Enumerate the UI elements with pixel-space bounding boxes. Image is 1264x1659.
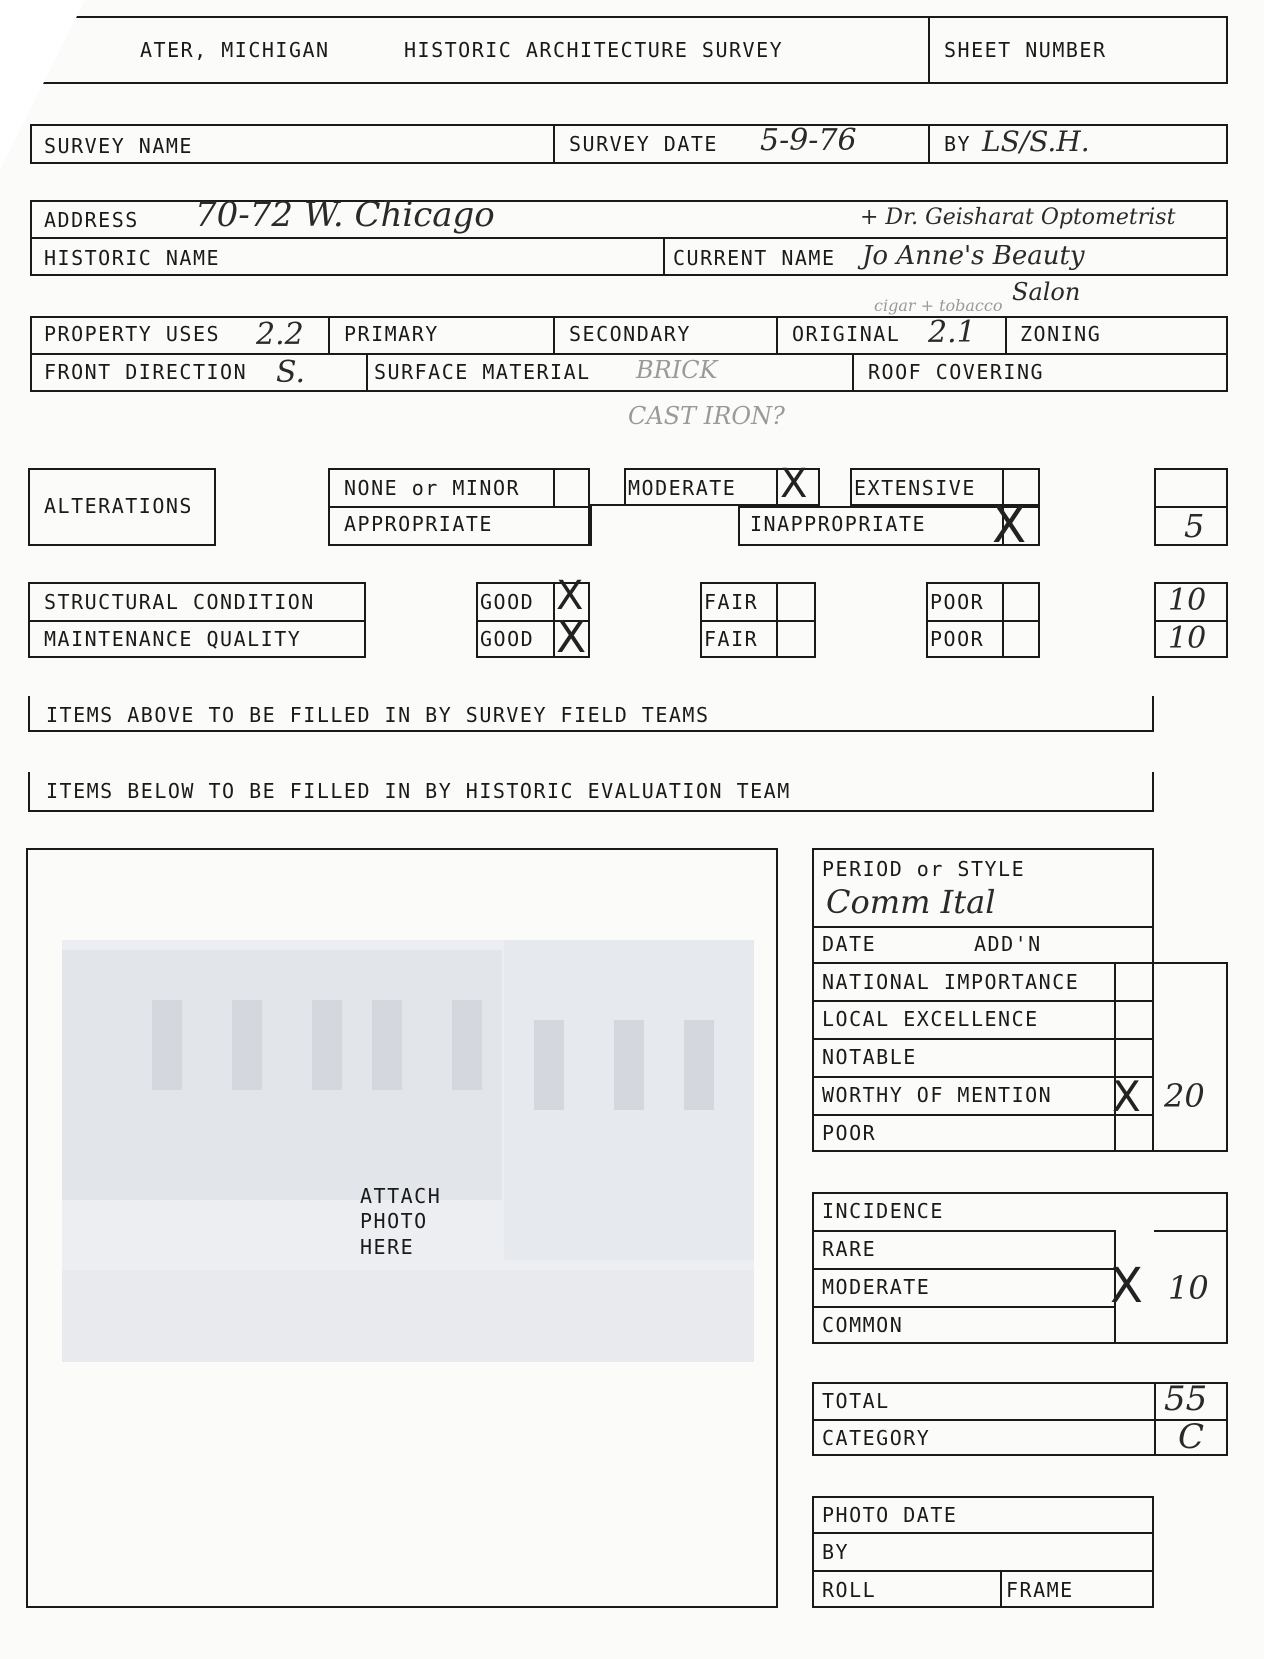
maintenance-quality-label: MAINTENANCE QUALITY (44, 627, 302, 651)
property-divider-6 (852, 353, 854, 392)
fair-label-structural: FAIR (704, 590, 759, 614)
header-survey-title: HISTORIC ARCHITECTURE SURVEY (404, 38, 784, 62)
moderate-label: MODERATE (628, 476, 737, 500)
survey-name-label: SURVEY NAME (44, 134, 193, 158)
rating-line-2 (812, 1000, 1154, 1002)
photo-window (152, 1000, 182, 1090)
photo-window (614, 1020, 644, 1110)
address-value: 70-72 W. Chicago (195, 195, 495, 235)
condition-label-midline (28, 620, 366, 622)
front-direction-label: FRONT DIRECTION (44, 360, 248, 384)
alterations-connector (590, 504, 624, 506)
category-label: CATEGORY (822, 1426, 931, 1450)
attach-photo-line-1: ATTACH (360, 1184, 442, 1208)
property-uses-value: 2.2 (256, 317, 304, 352)
good-structural-check-mark: X (556, 573, 584, 619)
photo-date-label: PHOTO DATE (822, 1503, 958, 1527)
alterations-label: ALTERATIONS (44, 494, 193, 518)
sheet-number-label: SHEET NUMBER (944, 38, 1107, 62)
rating-line-1 (812, 962, 1228, 964)
incidence-label: INCIDENCE (822, 1199, 944, 1223)
poor-label-maintenance: POOR (930, 627, 985, 651)
survey-by-value: LS/S.H. (982, 125, 1090, 158)
attach-photo-line-3: HERE (360, 1235, 415, 1259)
photo-by-label: BY (822, 1540, 850, 1564)
period-style-label: PERIOD or STYLE (822, 857, 1026, 881)
survey-date-value: 5-9-76 (760, 123, 857, 158)
fair-check-divider (776, 582, 778, 658)
faded-building-photo (62, 940, 754, 1362)
totals-midline (812, 1419, 1228, 1421)
structural-condition-label: STRUCTURAL CONDITION (44, 590, 315, 614)
current-name-note: cigar + tobacco (874, 296, 1003, 315)
roof-covering-label: ROOF COVERING (868, 360, 1045, 384)
appropriate-label: APPROPRIATE (344, 512, 493, 536)
photo-info-line-2 (812, 1570, 1154, 1572)
attach-photo-line-2: PHOTO (360, 1209, 428, 1233)
inappropriate-label: INAPPROPRIATE (750, 512, 927, 536)
rating-line-5 (812, 1114, 1154, 1116)
rating-score-bottom (1154, 1150, 1228, 1152)
front-direction-value: S. (276, 355, 306, 390)
good-label-structural: GOOD (480, 590, 535, 614)
incidence-line-1 (812, 1230, 1114, 1232)
frame-label: FRAME (1006, 1578, 1074, 1602)
period-style-value: Comm Ital (826, 883, 996, 921)
category-value: C (1178, 1417, 1205, 1457)
current-name-value: Jo Anne's Beauty (862, 241, 1085, 271)
header-divider (928, 16, 930, 84)
alterations-midline-left (328, 506, 590, 508)
addn-label: ADD'N (974, 932, 1042, 956)
rare-label: RARE (822, 1237, 877, 1261)
poor-check-divider (1002, 582, 1004, 658)
surface-material-note: CAST IRON? (628, 402, 785, 430)
date-label: DATE (822, 932, 877, 956)
secondary-label: SECONDARY (569, 322, 691, 346)
poor-midline (926, 620, 1040, 622)
structural-score: 10 (1168, 583, 1207, 618)
current-name-label: CURRENT NAME (673, 246, 836, 270)
good-label-maintenance: GOOD (480, 627, 535, 651)
national-importance-label: NATIONAL IMPORTANCE (822, 970, 1080, 994)
notable-label: NOTABLE (822, 1045, 917, 1069)
inappropriate-check-mark: X (992, 496, 1027, 554)
incidence-line-3 (812, 1306, 1114, 1308)
survey-date-label: SURVEY DATE (569, 132, 718, 156)
alterations-score: 5 (1184, 507, 1205, 545)
photo-window (232, 1000, 262, 1090)
good-check-divider (553, 582, 555, 658)
items-below-note: ITEMS BELOW TO BE FILLED IN BY HISTORIC EVALUATION TEAM (46, 779, 791, 803)
fair-midline (700, 620, 816, 622)
common-label: COMMON (822, 1313, 904, 1337)
poor-rating-label: POOR (822, 1121, 877, 1145)
alterations-none-check-divider (553, 468, 555, 506)
moderate-check-mark: X (780, 461, 808, 507)
good-maintenance-check-mark: X (556, 612, 587, 663)
photo-window (684, 1020, 714, 1110)
extensive-label: EXTENSIVE (854, 476, 976, 500)
worthy-check-mark: X (1112, 1072, 1141, 1121)
alterations-connector-left (590, 504, 592, 546)
totals-divider (1154, 1382, 1156, 1456)
photo-info-divider (1000, 1570, 1002, 1608)
header-city: ATER, MICHIGAN (140, 38, 330, 62)
rating-score-right-edge (1226, 962, 1228, 1152)
poor-label-structural: POOR (930, 590, 985, 614)
photo-info-line-1 (812, 1532, 1154, 1534)
rating-line-4 (812, 1076, 1154, 1078)
photo-building-left (62, 950, 502, 1200)
current-name-value-2: Salon (1012, 278, 1081, 306)
none-or-minor-label: NONE or MINOR (344, 476, 521, 500)
evaluation-score: 20 (1164, 1077, 1205, 1115)
incidence-score-top (1154, 1230, 1228, 1232)
surface-material-label: SURFACE MATERIAL (374, 360, 591, 384)
photo-window (452, 1000, 482, 1090)
address-divider (663, 237, 665, 276)
items-above-note: ITEMS ABOVE TO BE FILLED IN BY SURVEY FIELD TEAMS (46, 703, 710, 727)
zoning-label: ZONING (1020, 322, 1102, 346)
rating-line-3 (812, 1038, 1154, 1040)
original-value: 2.1 (928, 315, 976, 350)
original-label: ORIGINAL (792, 322, 901, 346)
historic-name-label: HISTORIC NAME (44, 246, 221, 270)
address-midline (30, 237, 1228, 239)
primary-label: PRIMARY (344, 322, 439, 346)
maintenance-score: 10 (1168, 621, 1207, 656)
incidence-line-2 (812, 1268, 1114, 1270)
incidence-moderate-label: MODERATE (822, 1275, 931, 1299)
fair-label-maintenance: FAIR (704, 627, 759, 651)
photo-window (312, 1000, 342, 1090)
property-uses-label: PROPERTY USES (44, 322, 221, 346)
photo-window (372, 1000, 402, 1090)
incidence-check-mark: X (1110, 1258, 1143, 1314)
property-divider-5 (366, 353, 368, 392)
rating-check-divider (1114, 962, 1116, 1152)
alterations-moderate-check-divider (776, 468, 778, 506)
photo-window (534, 1020, 564, 1110)
property-divider-4 (1005, 316, 1007, 353)
incidence-score: 10 (1168, 1269, 1209, 1307)
photo-street (62, 1270, 754, 1362)
survey-by-label: BY (944, 132, 972, 156)
total-label: TOTAL (822, 1389, 890, 1413)
survey-row-divider-2 (928, 124, 930, 164)
surface-material-value: BRICK (636, 356, 718, 384)
photo-building-right (504, 940, 754, 1260)
address-extra-note: + Dr. Geisharat Optometrist (860, 205, 1176, 230)
local-excellence-label: LOCAL EXCELLENCE (822, 1007, 1039, 1031)
roll-label: ROLL (822, 1578, 877, 1602)
property-divider-2 (553, 316, 555, 353)
property-divider-3 (776, 316, 778, 353)
property-midline (30, 353, 1228, 355)
property-divider-1 (328, 316, 330, 353)
total-value: 55 (1164, 1379, 1208, 1419)
survey-row-divider-1 (553, 124, 555, 164)
period-date-line (812, 926, 1154, 928)
worthy-of-mention-label: WORTHY OF MENTION (822, 1083, 1053, 1107)
address-label: ADDRESS (44, 208, 139, 232)
